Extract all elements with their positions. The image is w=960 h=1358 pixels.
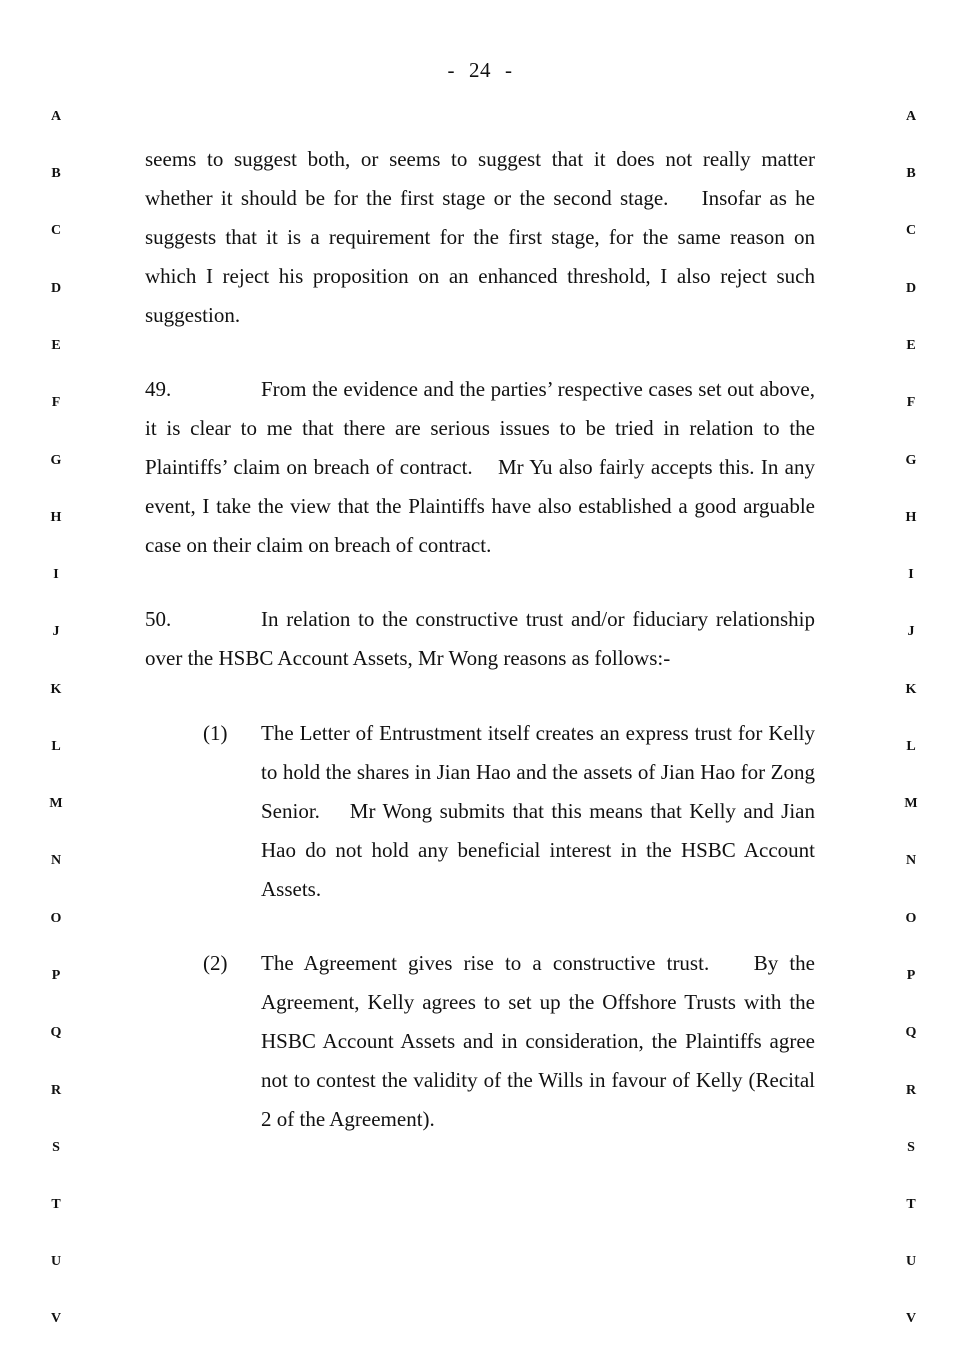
margin-letter-right: U [905, 1254, 917, 1269]
page-number-value: 24 [469, 58, 491, 82]
sub-item-1 [203, 714, 821, 909]
margin-letter-right: G [905, 453, 917, 468]
margin-letter-left: G [50, 453, 62, 468]
margin-letter-left: U [50, 1254, 62, 1269]
sub-item-text: The Agreement gives rise to a constructive trust. By the Agreement, Kelly agrees to set up the Offshore Trusts with the HSBC Account Assets and in consideration, the Plaintiffs agree not to contest the validity of the Wills in favour of Kelly (Recital 2 of the Agreement). [261, 951, 821, 1131]
page-number-dash-left: - [447, 58, 455, 82]
margin-letter-left: R [50, 1083, 62, 1098]
margin-letter-left: O [50, 911, 62, 926]
margin-letter-right: S [907, 1140, 915, 1155]
margin-letter-left: C [50, 223, 62, 238]
margin-letter-left: T [51, 1197, 61, 1212]
margin-letter-right: B [906, 166, 916, 181]
margin-letter-right: N [905, 853, 917, 868]
margin-letter-right: C [905, 223, 917, 238]
margin-letter-right: V [905, 1311, 917, 1326]
sub-item-text: The Letter of Entrustment itself creates an express trust for Kelly to hold the shares in Jian Hao and the assets of Jian Hao for Zong Senior. Mr Wong submits that this means that Kelly and Jian Hao do not hold any beneficial interest in the HSBC Account Assets. [261, 721, 821, 901]
margin-letter-right: L [906, 739, 916, 754]
sub-item-number: (1) [203, 721, 228, 745]
margin-letter-right: D [905, 281, 917, 296]
margin-letter-left: B [51, 166, 61, 181]
paragraph-text: In relation to the constructive trust and/or fiduciary relationship over the HSBC Account Assets, Mr Wong reasons as follows:- [145, 607, 821, 670]
margin-letter-right: M [904, 796, 918, 811]
margin-letter-right: Q [905, 1025, 917, 1040]
margin-letter-right: A [905, 109, 917, 124]
margin-letter-left: K [50, 682, 62, 697]
margin-letter-left: Q [50, 1025, 62, 1040]
margin-letter-right: O [905, 911, 917, 926]
margin-letter-left: M [49, 796, 63, 811]
sub-item-2 [203, 944, 821, 1139]
margin-letter-right: I [908, 567, 914, 582]
margin-letter-left: J [52, 624, 60, 639]
margin-letter-left: V [50, 1311, 62, 1326]
margin-letter-right: T [906, 1197, 916, 1212]
paragraph-text: From the evidence and the parties’ respective cases set out above, it is clear to me that there are serious issues to be tried in relation to the Plaintiffs’ claim on breach of contract. Mr Yu also fairly accepts this. In any event, I take the view that the Plaintiffs have also established a good arguable case on their claim on breach of contract. [145, 377, 821, 557]
page-number [0, 58, 960, 83]
margin-letter-left: A [50, 109, 62, 124]
sub-item-number: (2) [203, 951, 228, 975]
paragraph-50 [145, 600, 821, 678]
margin-letter-right: F [906, 395, 916, 410]
margin-letter-left: D [50, 281, 62, 296]
margin-letter-right: E [906, 338, 916, 353]
margin-letter-left: F [51, 395, 61, 410]
paragraph-49 [145, 370, 821, 565]
paragraph-number: 49. [145, 377, 172, 401]
paragraph-number: 50. [145, 607, 172, 631]
margin-letter-left: E [51, 338, 61, 353]
margin-letter-left: L [51, 739, 61, 754]
margin-letter-right: P [906, 968, 916, 983]
margin-letter-left: P [51, 968, 61, 983]
page-number-dash-right: - [505, 58, 513, 82]
margin-letter-right: J [907, 624, 915, 639]
margin-letter-left: S [52, 1140, 60, 1155]
margin-letter-left: H [50, 510, 62, 525]
margin-letter-right: H [905, 510, 917, 525]
paragraph-continuation: seems to suggest both, or seems to suggest that it does not really matter whether it should be for the first stage or the second stage. Insofar as he suggests that it is a requirement for the first stage, for the same reason on which I reject his proposition on an enhanced threshold, I also reject such suggestion. [145, 147, 821, 327]
margin-letter-right: K [905, 682, 917, 697]
margin-letter-right: R [905, 1083, 917, 1098]
margin-letter-left: I [53, 567, 59, 582]
margin-letter-left: N [50, 853, 62, 868]
